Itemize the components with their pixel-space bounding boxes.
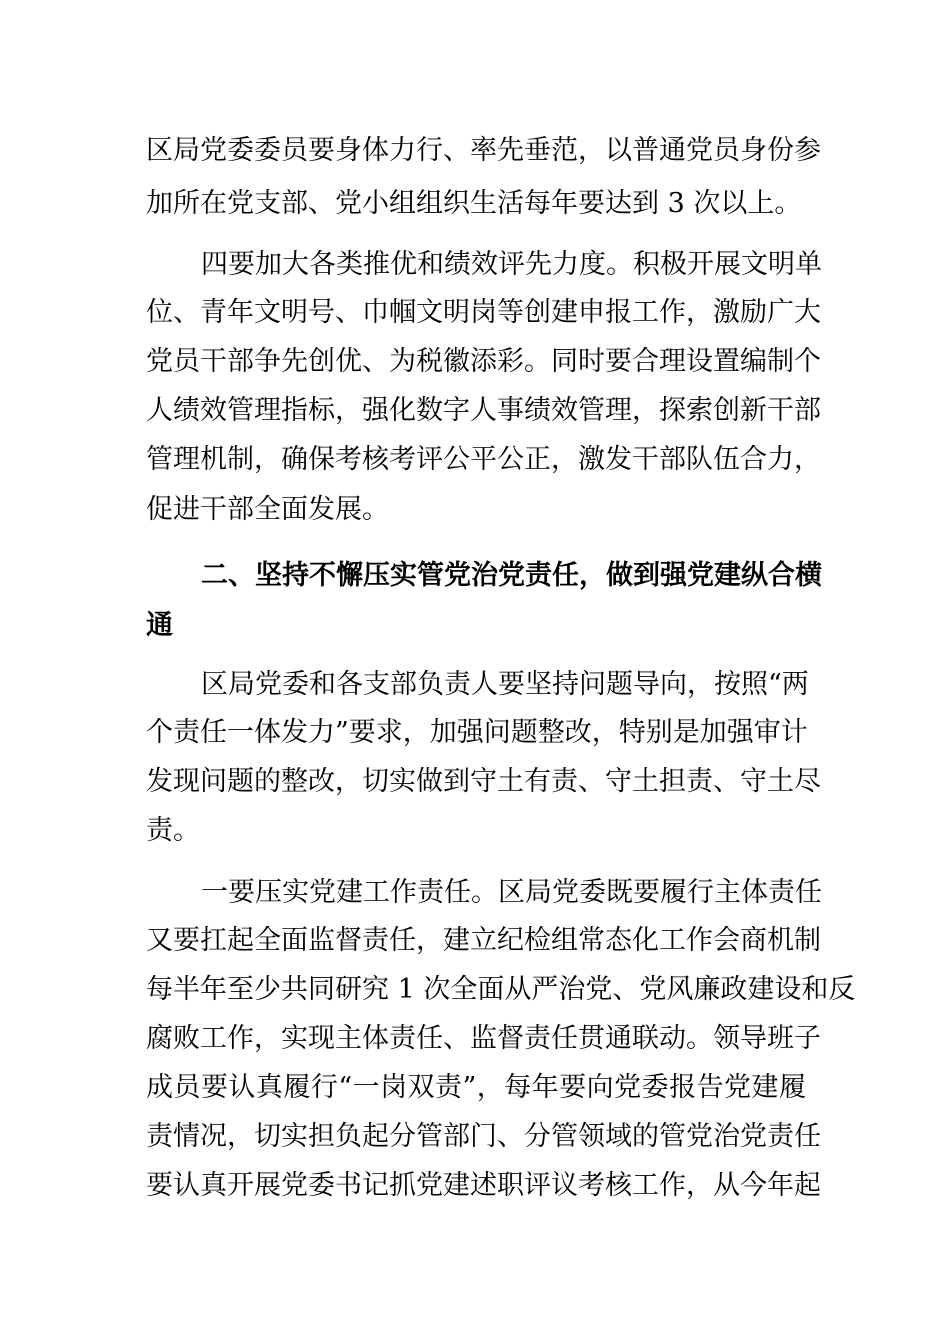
text-line: 责。: [146, 815, 200, 846]
text-line: 区局党委委员要身体力行、率先垂范，以普通党员身份参: [146, 135, 821, 166]
paragraph-start: 一要压实党建工作责任。区局党委既要履行主体责任: [201, 877, 822, 908]
section-heading-continued: 通: [146, 610, 173, 641]
text-line: 每半年至少共同研究 1 次全面从严治党、党风廉政建设和反: [146, 974, 856, 1005]
text-line: 促进干部全面发展。: [146, 494, 389, 525]
paragraph-start: 四要加大各类推优和绩效评先力度。积极开展文明单: [201, 249, 822, 280]
text-line: 位、青年文明号、巾帼文明岗等创建申报工作，激励广大: [146, 297, 821, 328]
text-line: 又要扛起全面监督责任，建立纪检组常态化工作会商机制: [146, 925, 821, 956]
text-line: 管理机制，确保考核考评公平公正，激发干部队伍合力，: [146, 444, 821, 475]
text-line: 人绩效管理指标，强化数字人事绩效管理，探索创新干部: [146, 395, 821, 426]
text-line: 个责任一体发力”要求，加强问题整改，特别是加强审计: [146, 717, 808, 748]
text-line: 腐败工作，实现主体责任、监督责任贯通联动。领导班子: [146, 1023, 821, 1054]
text-line: 要认真开展党委书记抓党建述职评议考核工作，从今年起: [146, 1170, 821, 1201]
section-heading: 二、坚持不懈压实管党治党责任，做到强党建纵合横: [201, 560, 822, 591]
paragraph-start: 区局党委和各支部负责人要坚持问题导向，按照“两: [201, 669, 809, 700]
text-line: 加所在党支部、党小组组织生活每年要达到 3 次以上。: [146, 188, 802, 219]
text-line: 发现问题的整改，切实做到守土有责、守土担责、守土尽: [146, 766, 821, 797]
text-line: 成员要认真履行“一岗双责”，每年要向党委报告党建履: [146, 1072, 806, 1103]
text-line: 党员干部争先创优、为税徽添彩。同时要合理设置编制个: [146, 346, 821, 377]
text-line: 责情况，切实担负起分管部门、分管领域的管党治党责任: [146, 1121, 821, 1152]
